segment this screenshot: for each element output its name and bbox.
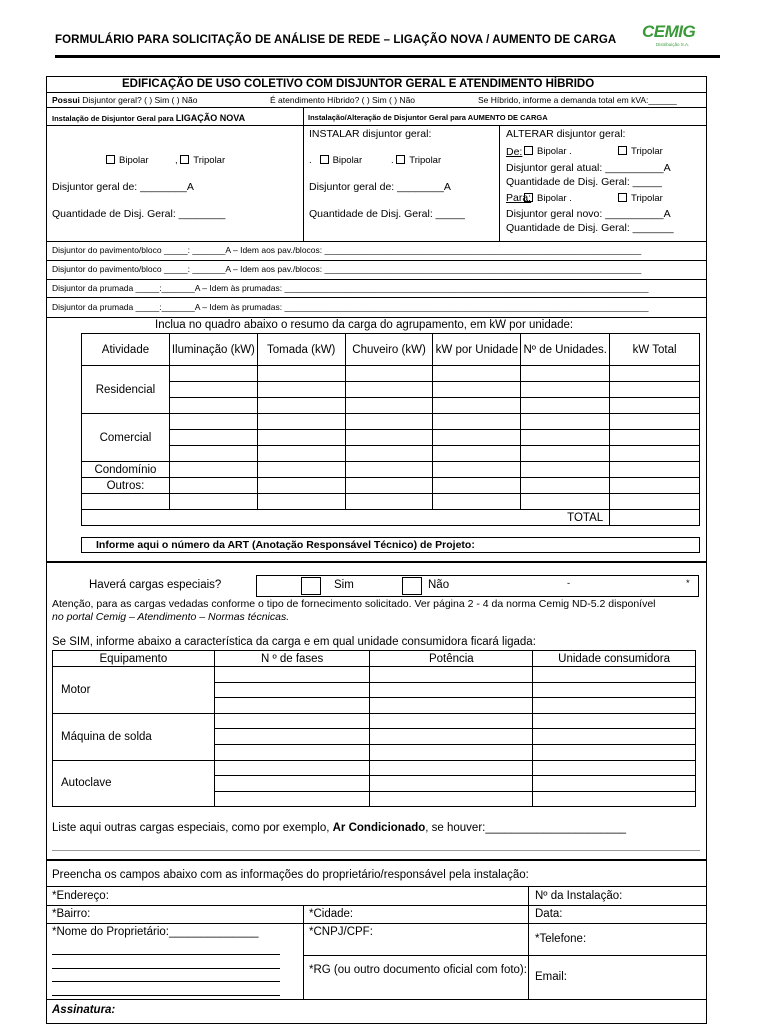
table-cell[interactable] xyxy=(433,366,521,382)
header-atividade: Atividade xyxy=(82,334,170,366)
table-cell[interactable] xyxy=(257,494,345,510)
table-cell[interactable] xyxy=(521,446,610,462)
col2-disj-geral[interactable]: Disjuntor geral de: ________A xyxy=(309,181,451,193)
table-cell[interactable] xyxy=(533,760,696,776)
de-label: De: xyxy=(506,146,523,158)
col1-qtd-disj[interactable]: Quantidade de Disj. Geral: ________ xyxy=(52,208,226,220)
table-cell[interactable] xyxy=(610,494,700,510)
header-n-unidades: Nº de Unidades. xyxy=(521,334,610,366)
section-title: EDIFICAÇÃO DE USO COLETIVO COM DISJUNTOR GERAL E ATENDIMENTO HÍBRIDO xyxy=(122,78,595,90)
table-cell[interactable] xyxy=(610,446,700,462)
table-cell[interactable] xyxy=(521,494,610,510)
bipolar-checkbox[interactable] xyxy=(106,155,115,164)
col1-tripolar-option[interactable]: , Tripolar xyxy=(175,155,226,166)
table-cell[interactable] xyxy=(433,430,521,446)
form-title: FORMULÁRIO PARA SOLICITAÇÃO DE ANÁLISE DE REDE – LIGAÇÃO NOVA / AUMENTO DE CARGA xyxy=(55,34,617,46)
liste-cargas-field[interactable]: Liste aqui outras cargas especiais, como por exemplo, Ar Condicionado, se houver:______________________ xyxy=(52,822,627,834)
table-cell[interactable] xyxy=(521,414,610,430)
prumada-row-1[interactable]: Disjuntor da prumada _____:_______A – Idem às prumadas: _____________________________________________________________________________ xyxy=(52,283,649,293)
para-tripolar-option[interactable]: Tripolar xyxy=(618,193,663,204)
endereco-field[interactable]: *Endereço: xyxy=(52,890,109,902)
tripolar-checkbox[interactable] xyxy=(180,155,189,164)
table-cell[interactable] xyxy=(345,430,433,446)
atencao-text-1: Atenção, para as cargas vedadas conforme o tipo de fornecimento solicitado. Ver página 2 - 4 da norma Cemig ND-5.2 disponível xyxy=(52,598,656,610)
especiais-question: Haverá cargas especiais? xyxy=(89,579,222,591)
row-autoclave: Autoclave xyxy=(53,760,215,807)
table-cell[interactable] xyxy=(345,382,433,398)
table-cell[interactable] xyxy=(169,398,257,414)
table-cell[interactable] xyxy=(521,366,610,382)
star-mark: * xyxy=(686,578,690,589)
table-cell[interactable] xyxy=(433,462,521,478)
table-cell[interactable] xyxy=(433,446,521,462)
row-residencial: Residencial xyxy=(82,366,170,414)
col2-header: Instalação/Alteração de Disjuntor Geral para AUMENTO DE CARGA xyxy=(308,113,548,122)
table-cell[interactable] xyxy=(345,398,433,414)
cidade-field[interactable]: *Cidade: xyxy=(309,908,354,920)
row-outros: Outros: xyxy=(82,478,170,494)
table-cell[interactable] xyxy=(533,698,696,714)
table-cell[interactable] xyxy=(610,462,700,478)
tripolar-checkbox[interactable] xyxy=(618,146,627,155)
table-cell[interactable] xyxy=(214,698,370,714)
disj-atual[interactable]: Disjuntor geral atual: __________A xyxy=(506,162,671,174)
table-cell[interactable] xyxy=(169,478,257,494)
data-field[interactable]: Data: xyxy=(535,908,563,920)
table-cell[interactable] xyxy=(610,430,700,446)
table-cell[interactable] xyxy=(82,494,170,510)
table-cell[interactable] xyxy=(433,414,521,430)
table-cell[interactable] xyxy=(345,366,433,382)
table-cell[interactable] xyxy=(370,776,533,792)
table-cell[interactable] xyxy=(533,682,696,698)
pav-row-1[interactable]: Disjuntor do pavimento/bloco _____: _______A – Idem aos pav./blocos: ___________________________________________________________________ xyxy=(52,245,642,255)
header-equipamento: Equipamento xyxy=(53,651,215,667)
row-condominio: Condomínio xyxy=(82,462,170,478)
table-cell[interactable] xyxy=(370,744,533,760)
col1-header: Instalação de Disjuntor Geral para LIGAÇÃO NOVA xyxy=(52,113,246,123)
demanda-field[interactable]: Se Híbrido, informe a demanda total em kVA:______ xyxy=(478,95,677,105)
table-cell[interactable] xyxy=(345,462,433,478)
header-kw-unidade: kW por Unidade xyxy=(433,334,521,366)
rg-field[interactable]: *RG (ou outro documento oficial com foto): xyxy=(309,964,527,976)
logo-text: CEMIG xyxy=(642,22,696,41)
bipolar-checkbox[interactable] xyxy=(320,155,329,164)
table-cell[interactable] xyxy=(169,414,257,430)
carga-intro: Inclua no quadro abaixo o resumo da carga do agrupamento, em kW por unidade: xyxy=(155,319,574,331)
table-cell[interactable] xyxy=(169,462,257,478)
table-cell[interactable] xyxy=(169,494,257,510)
table-cell[interactable] xyxy=(433,494,521,510)
n-instalacao-field[interactable]: Nº da Instalação: xyxy=(535,890,623,902)
table-cell[interactable] xyxy=(433,478,521,494)
table-cell[interactable] xyxy=(370,713,533,729)
carga-table xyxy=(81,333,700,526)
table-cell[interactable] xyxy=(370,791,533,807)
se-sim-text: Se SIM, informe abaixo a característica da carga e em qual unidade consumidora ficará ligada: xyxy=(52,636,536,648)
table-cell[interactable] xyxy=(214,682,370,698)
table-cell[interactable] xyxy=(610,398,700,414)
table-cell[interactable] xyxy=(533,744,696,760)
table-cell[interactable] xyxy=(370,698,533,714)
logo-sub: Distribuição S.A. xyxy=(656,42,690,47)
email-field[interactable]: Email: xyxy=(535,971,567,983)
cemig-logo xyxy=(642,22,700,50)
especiais-table xyxy=(52,650,696,807)
proprietario-intro: Preencha os campos abaixo com as informações do proprietário/responsável pela instalação: xyxy=(52,869,529,881)
table-cell[interactable] xyxy=(214,729,370,745)
table-cell[interactable] xyxy=(214,667,370,683)
table-cell[interactable] xyxy=(169,430,257,446)
table-cell[interactable] xyxy=(169,382,257,398)
table-cell[interactable] xyxy=(257,398,345,414)
header-fases: N º de fases xyxy=(214,651,370,667)
sim-label: Sim xyxy=(334,579,354,591)
table-cell[interactable] xyxy=(214,713,370,729)
atencao-text-2: no portal Cemig – Atendimento – Normas técnicas. xyxy=(52,611,290,623)
table-cell[interactable] xyxy=(370,682,533,698)
tripolar-checkbox[interactable] xyxy=(396,155,405,164)
header-chuveiro: Chuveiro (kW) xyxy=(345,334,433,366)
possui-line: Possui Disjuntor geral? ( ) Sim ( ) Não xyxy=(52,95,198,105)
bipolar-checkbox[interactable] xyxy=(524,146,533,155)
table-cell[interactable] xyxy=(257,478,345,494)
prumada-row-2[interactable]: Disjuntor da prumada _____:_______A – Idem às prumadas: _____________________________________________________________________________ xyxy=(52,302,649,312)
table-cell[interactable] xyxy=(370,667,533,683)
col1-bipolar-option[interactable]: Bipolar xyxy=(106,155,149,166)
table-cell[interactable] xyxy=(169,366,257,382)
para-bipolar-option[interactable]: Bipolar . xyxy=(524,193,572,204)
table-cell[interactable] xyxy=(214,760,370,776)
header-iluminacao: Iluminação (kW) xyxy=(169,334,257,366)
header-kw-total: kW Total xyxy=(610,334,700,366)
table-cell[interactable] xyxy=(521,382,610,398)
table-cell[interactable] xyxy=(610,414,700,430)
table-cell[interactable] xyxy=(521,398,610,414)
bairro-field[interactable]: *Bairro: xyxy=(52,908,91,920)
table-cell[interactable] xyxy=(257,430,345,446)
tripolar-checkbox[interactable] xyxy=(618,193,627,202)
dash-mark: - xyxy=(567,578,571,589)
table-cell[interactable] xyxy=(533,791,696,807)
cnpj-cpf-field[interactable]: *CNPJ/CPF: xyxy=(309,926,373,938)
qtd-atual[interactable]: Quantidade de Disj. Geral: _____ xyxy=(506,176,662,188)
table-cell[interactable] xyxy=(345,494,433,510)
table-cell[interactable] xyxy=(257,446,345,462)
table-cell[interactable] xyxy=(610,382,700,398)
total-label: TOTAL xyxy=(82,510,610,526)
de-bipolar-option[interactable]: Bipolar . xyxy=(524,146,572,157)
telefone-field[interactable]: *Telefone: xyxy=(535,933,587,945)
table-cell[interactable] xyxy=(257,366,345,382)
table-cell[interactable] xyxy=(521,462,610,478)
col2-bipolar-option[interactable]: . Bipolar xyxy=(309,155,363,166)
table-cell[interactable] xyxy=(169,446,257,462)
table-cell[interactable] xyxy=(433,398,521,414)
qtd-novo[interactable]: Quantidade de Disj. Geral: _______ xyxy=(506,222,674,234)
col1-disj-geral[interactable]: Disjuntor geral de: ________A xyxy=(52,181,194,193)
table-cell[interactable] xyxy=(521,478,610,494)
table-cell[interactable] xyxy=(257,414,345,430)
table-cell[interactable] xyxy=(345,446,433,462)
table-cell[interactable] xyxy=(433,382,521,398)
table-cell[interactable] xyxy=(257,382,345,398)
table-cell[interactable] xyxy=(610,366,700,382)
table-cell[interactable] xyxy=(257,462,345,478)
total-cell[interactable] xyxy=(610,510,700,526)
hibrido-question[interactable]: É atendimento Híbrido? ( ) Sim ( ) Não xyxy=(270,95,416,105)
table-cell[interactable] xyxy=(521,430,610,446)
table-cell[interactable] xyxy=(370,729,533,745)
especiais-answer-box xyxy=(256,575,699,597)
table-cell[interactable] xyxy=(345,478,433,494)
table-cell[interactable] xyxy=(214,776,370,792)
table-cell[interactable] xyxy=(610,478,700,494)
alterar-label: ALTERAR disjuntor geral: xyxy=(506,128,626,140)
table-cell[interactable] xyxy=(214,791,370,807)
sim-checkbox[interactable] xyxy=(301,577,321,595)
table-cell[interactable] xyxy=(533,667,696,683)
instalar-label: INSTALAR disjuntor geral: xyxy=(309,128,432,140)
assinatura-field[interactable]: Assinatura: xyxy=(52,1004,116,1016)
nao-checkbox[interactable] xyxy=(402,577,422,595)
nao-label: Não xyxy=(428,579,450,591)
pav-row-2[interactable]: Disjuntor do pavimento/bloco _____: _______A – Idem aos pav./blocos: ___________________________________________________________________ xyxy=(52,264,642,274)
bipolar-checkbox[interactable] xyxy=(524,193,533,202)
table-cell[interactable] xyxy=(533,776,696,792)
row-maquina-solda: Máquina de solda xyxy=(53,713,215,760)
row-comercial: Comercial xyxy=(82,414,170,462)
table-cell[interactable] xyxy=(214,744,370,760)
table-cell[interactable] xyxy=(370,760,533,776)
para-label: Para: xyxy=(506,192,532,204)
row-motor: Motor xyxy=(53,667,215,714)
header-potencia: Potência xyxy=(370,651,533,667)
nome-proprietario-field[interactable]: *Nome do Proprietário:______________ xyxy=(52,926,259,938)
table-cell[interactable] xyxy=(533,713,696,729)
col2-tripolar-option[interactable]: . Tripolar xyxy=(391,155,442,166)
header-unidade: Unidade consumidora xyxy=(533,651,696,667)
col2-qtd-disj[interactable]: Quantidade de Disj. Geral: _____ xyxy=(309,208,465,220)
disj-novo[interactable]: Disjuntor geral novo: __________A xyxy=(506,208,671,220)
header-rule xyxy=(55,55,720,58)
table-cell[interactable] xyxy=(533,729,696,745)
table-cell[interactable] xyxy=(345,414,433,430)
header-tomada: Tomada (kW) xyxy=(257,334,345,366)
de-tripolar-option[interactable]: Tripolar xyxy=(618,146,663,157)
art-field[interactable]: Informe aqui o número da ART (Anotação Responsável Técnico) de Projeto: xyxy=(81,537,700,553)
